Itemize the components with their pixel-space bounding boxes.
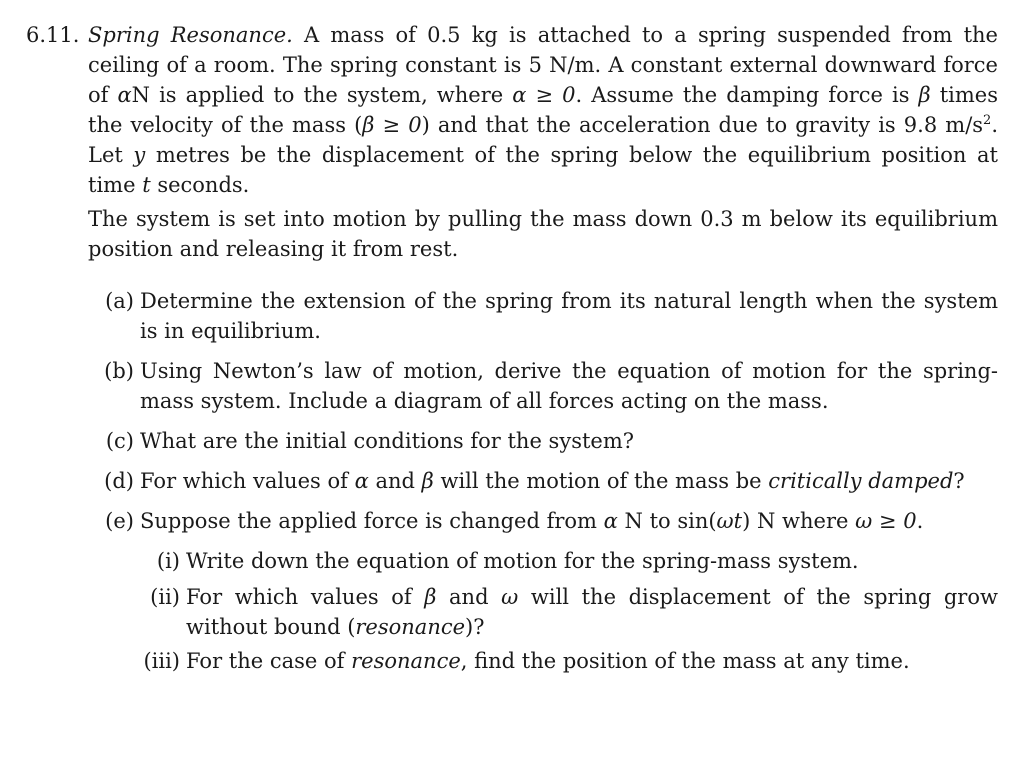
part-e-ii-text-2: and xyxy=(449,585,489,609)
part-e-text-3: ) N where xyxy=(742,509,849,533)
problem-number: 6.11. xyxy=(26,23,80,47)
part-c-label: (c) xyxy=(105,429,134,453)
alpha-symbol: α xyxy=(354,469,369,493)
part-d-text-4: ? xyxy=(953,469,965,493)
resonance-term: resonance xyxy=(355,615,466,639)
part-e-text-2: N to sin( xyxy=(624,509,717,533)
part-e-ii-text-4: )? xyxy=(465,615,485,639)
part-e-text xyxy=(140,506,998,536)
part-e-ii-label: (ii) xyxy=(150,585,180,609)
problem-title: Spring Resonance. xyxy=(88,23,293,47)
exponent-2: 2 xyxy=(983,113,992,128)
part-e-ii-text-1: For which values of xyxy=(186,585,412,609)
part-e-iii-text-2: , find the position of the mass at any time. xyxy=(460,649,910,673)
part-e-text-1: Suppose the applied force is changed from xyxy=(140,509,597,533)
part-e-label: (e) xyxy=(105,509,134,533)
part-e-iii-text-1: For the case of xyxy=(186,649,345,673)
part-e-i-label: (i) xyxy=(156,549,180,573)
resonance-term: resonance xyxy=(351,649,461,673)
part-e-iii-label: (iii) xyxy=(143,649,180,673)
part-e-ii-text-3: will the displacement of the spring grow without bound ( xyxy=(186,585,998,639)
part-d-text-3: will the motion of the mass be xyxy=(440,469,762,493)
intro-text-4: times the velocity of the mass ( xyxy=(88,83,998,137)
omega-t-symbol: ωt xyxy=(716,509,743,533)
intro-text-6: . Let xyxy=(88,113,999,167)
problem-statement xyxy=(88,20,998,200)
intro-text-3: . Assume the damping force is xyxy=(575,83,910,107)
part-d-label: (d) xyxy=(104,469,134,493)
y-symbol: y xyxy=(133,143,146,167)
setup-paragraph: The system is set into motion by pulling the mass down 0.3 m below its equilibrium position and releasing it from rest. xyxy=(88,207,998,261)
part-a-text: Determine the extension of the spring from its natural length when the system is in equilibrium. xyxy=(140,289,998,343)
intro-text-5: ) and that the acceleration due to gravity is 9.8 m/s xyxy=(421,113,984,137)
part-e-text-4: . xyxy=(916,509,924,533)
part-d-text-2: and xyxy=(375,469,415,493)
intro-text-7: metres be the displacement of the spring below the equilibrium position at time xyxy=(88,143,998,197)
part-d-text xyxy=(140,466,998,496)
part-d-text-1: For which values of xyxy=(140,469,348,493)
part-e-iii-text xyxy=(186,646,998,676)
omega-condition: ω ≥ 0 xyxy=(855,509,917,533)
beta-symbol: β xyxy=(918,83,931,107)
part-b-label: (b) xyxy=(104,359,134,383)
intro-text-2: N is applied to the system, where xyxy=(131,83,504,107)
omega-symbol: ω xyxy=(501,585,519,609)
intro-text-1: A mass of 0.5 kg is attached to a spring suspended from the ceiling of a room. The spring constant is 5 N/m. A constant external downward force of xyxy=(88,23,998,107)
intro-text-8: seconds. xyxy=(157,173,250,197)
part-b-text: Using Newton’s law of motion, derive the equation of motion for the spring-mass system. Include a diagram of all forces acting on the mass. xyxy=(140,359,998,413)
beta-symbol: β xyxy=(421,469,434,493)
alpha-symbol: α xyxy=(117,83,132,107)
t-symbol: t xyxy=(142,173,151,197)
alpha-condition: α ≥ 0 xyxy=(512,83,576,107)
part-e-i-text: Write down the equation of motion for the spring-mass system. xyxy=(186,549,859,573)
part-a-label: (a) xyxy=(105,289,134,313)
beta-symbol: β xyxy=(424,585,437,609)
part-c-text: What are the initial conditions for the system? xyxy=(140,429,635,453)
beta-condition: β ≥ 0 xyxy=(362,113,422,137)
critically-damped-term: critically damped xyxy=(768,469,954,493)
alpha-symbol: α xyxy=(603,509,618,533)
part-e-ii-text xyxy=(186,582,998,642)
